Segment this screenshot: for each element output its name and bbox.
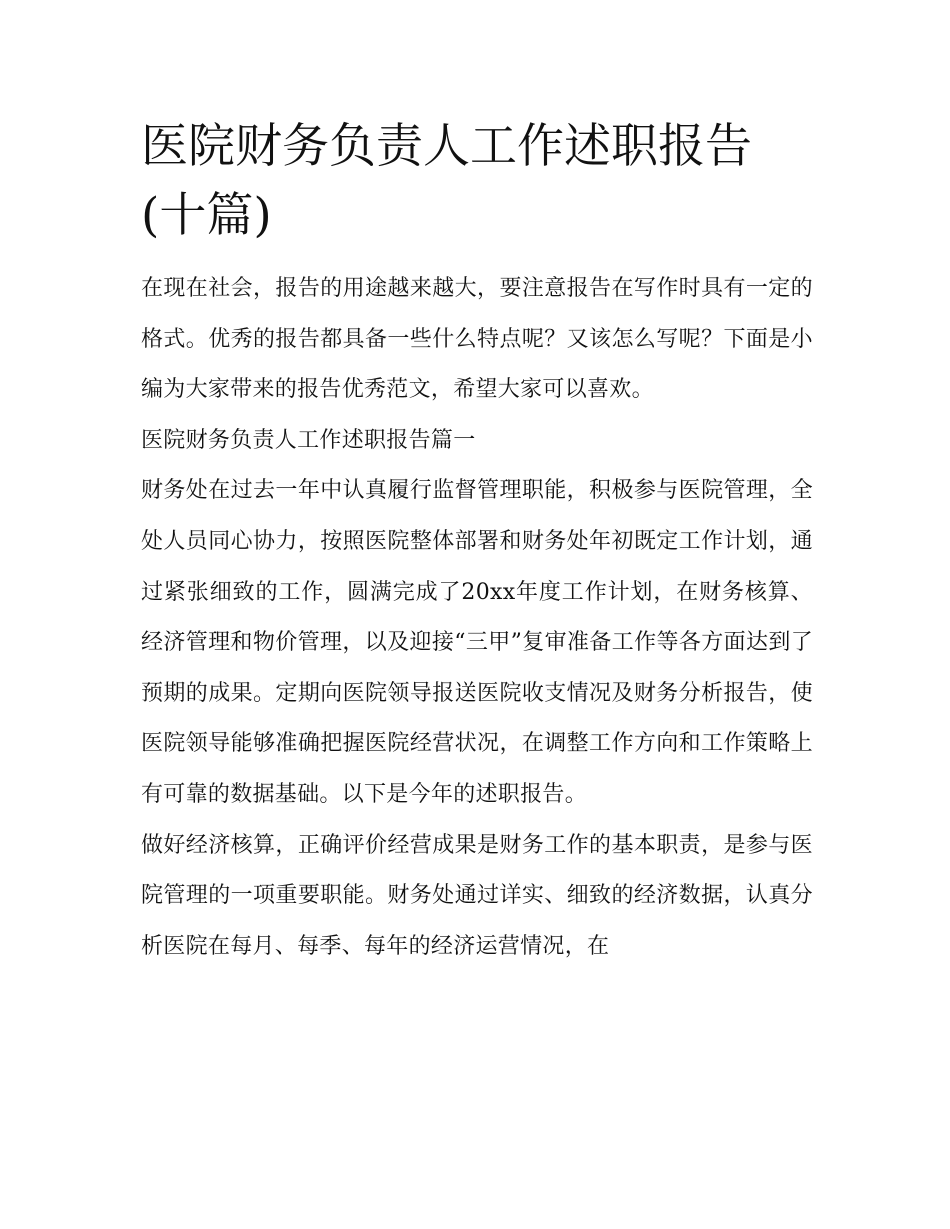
- intro-paragraph: 在现在社会，报告的用途越来越大，要注意报告在写作时具有一定的格式。优秀的报告都具备一些什么特点呢？又该怎么写呢？下面是小编为大家带来的报告优秀范文，希望大家可以喜欢。: [141, 276, 813, 403]
- document-title: 医院财务负责人工作述职报告(十篇): [141, 119, 752, 243]
- section-heading: 医院财务负责人工作述职报告篇一: [141, 427, 476, 453]
- body-paragraph: 做好经济核算，正确评价经营成果是财务工作的基本职责，是参与医院管理的一项重要职能。财务处通过详实、细致的经济数据，认真分析医院在每月、每季、每年的经济运营情况，在: [141, 832, 813, 959]
- body-paragraph: 财务处在过去一年中认真履行监督管理职能，积极参与医院管理，全处人员同心协力，按照医院整体部署和财务处年初既定工作计划，通过紧张细致的工作，圆满完成了20xx年度工作计划，在财务核算、经济管理和物价管理，以及迎接“三甲”复审准备工作等各方面达到了预期的成果。定期向医院领导报送医院收支情况及财务分析报告，使医院领导能够准确把握医院经营状况，在调整工作方向和工作策略上有可靠的数据基础。以下是今年的述职报告。: [141, 478, 813, 807]
- document-body: [141, 112, 813, 972]
